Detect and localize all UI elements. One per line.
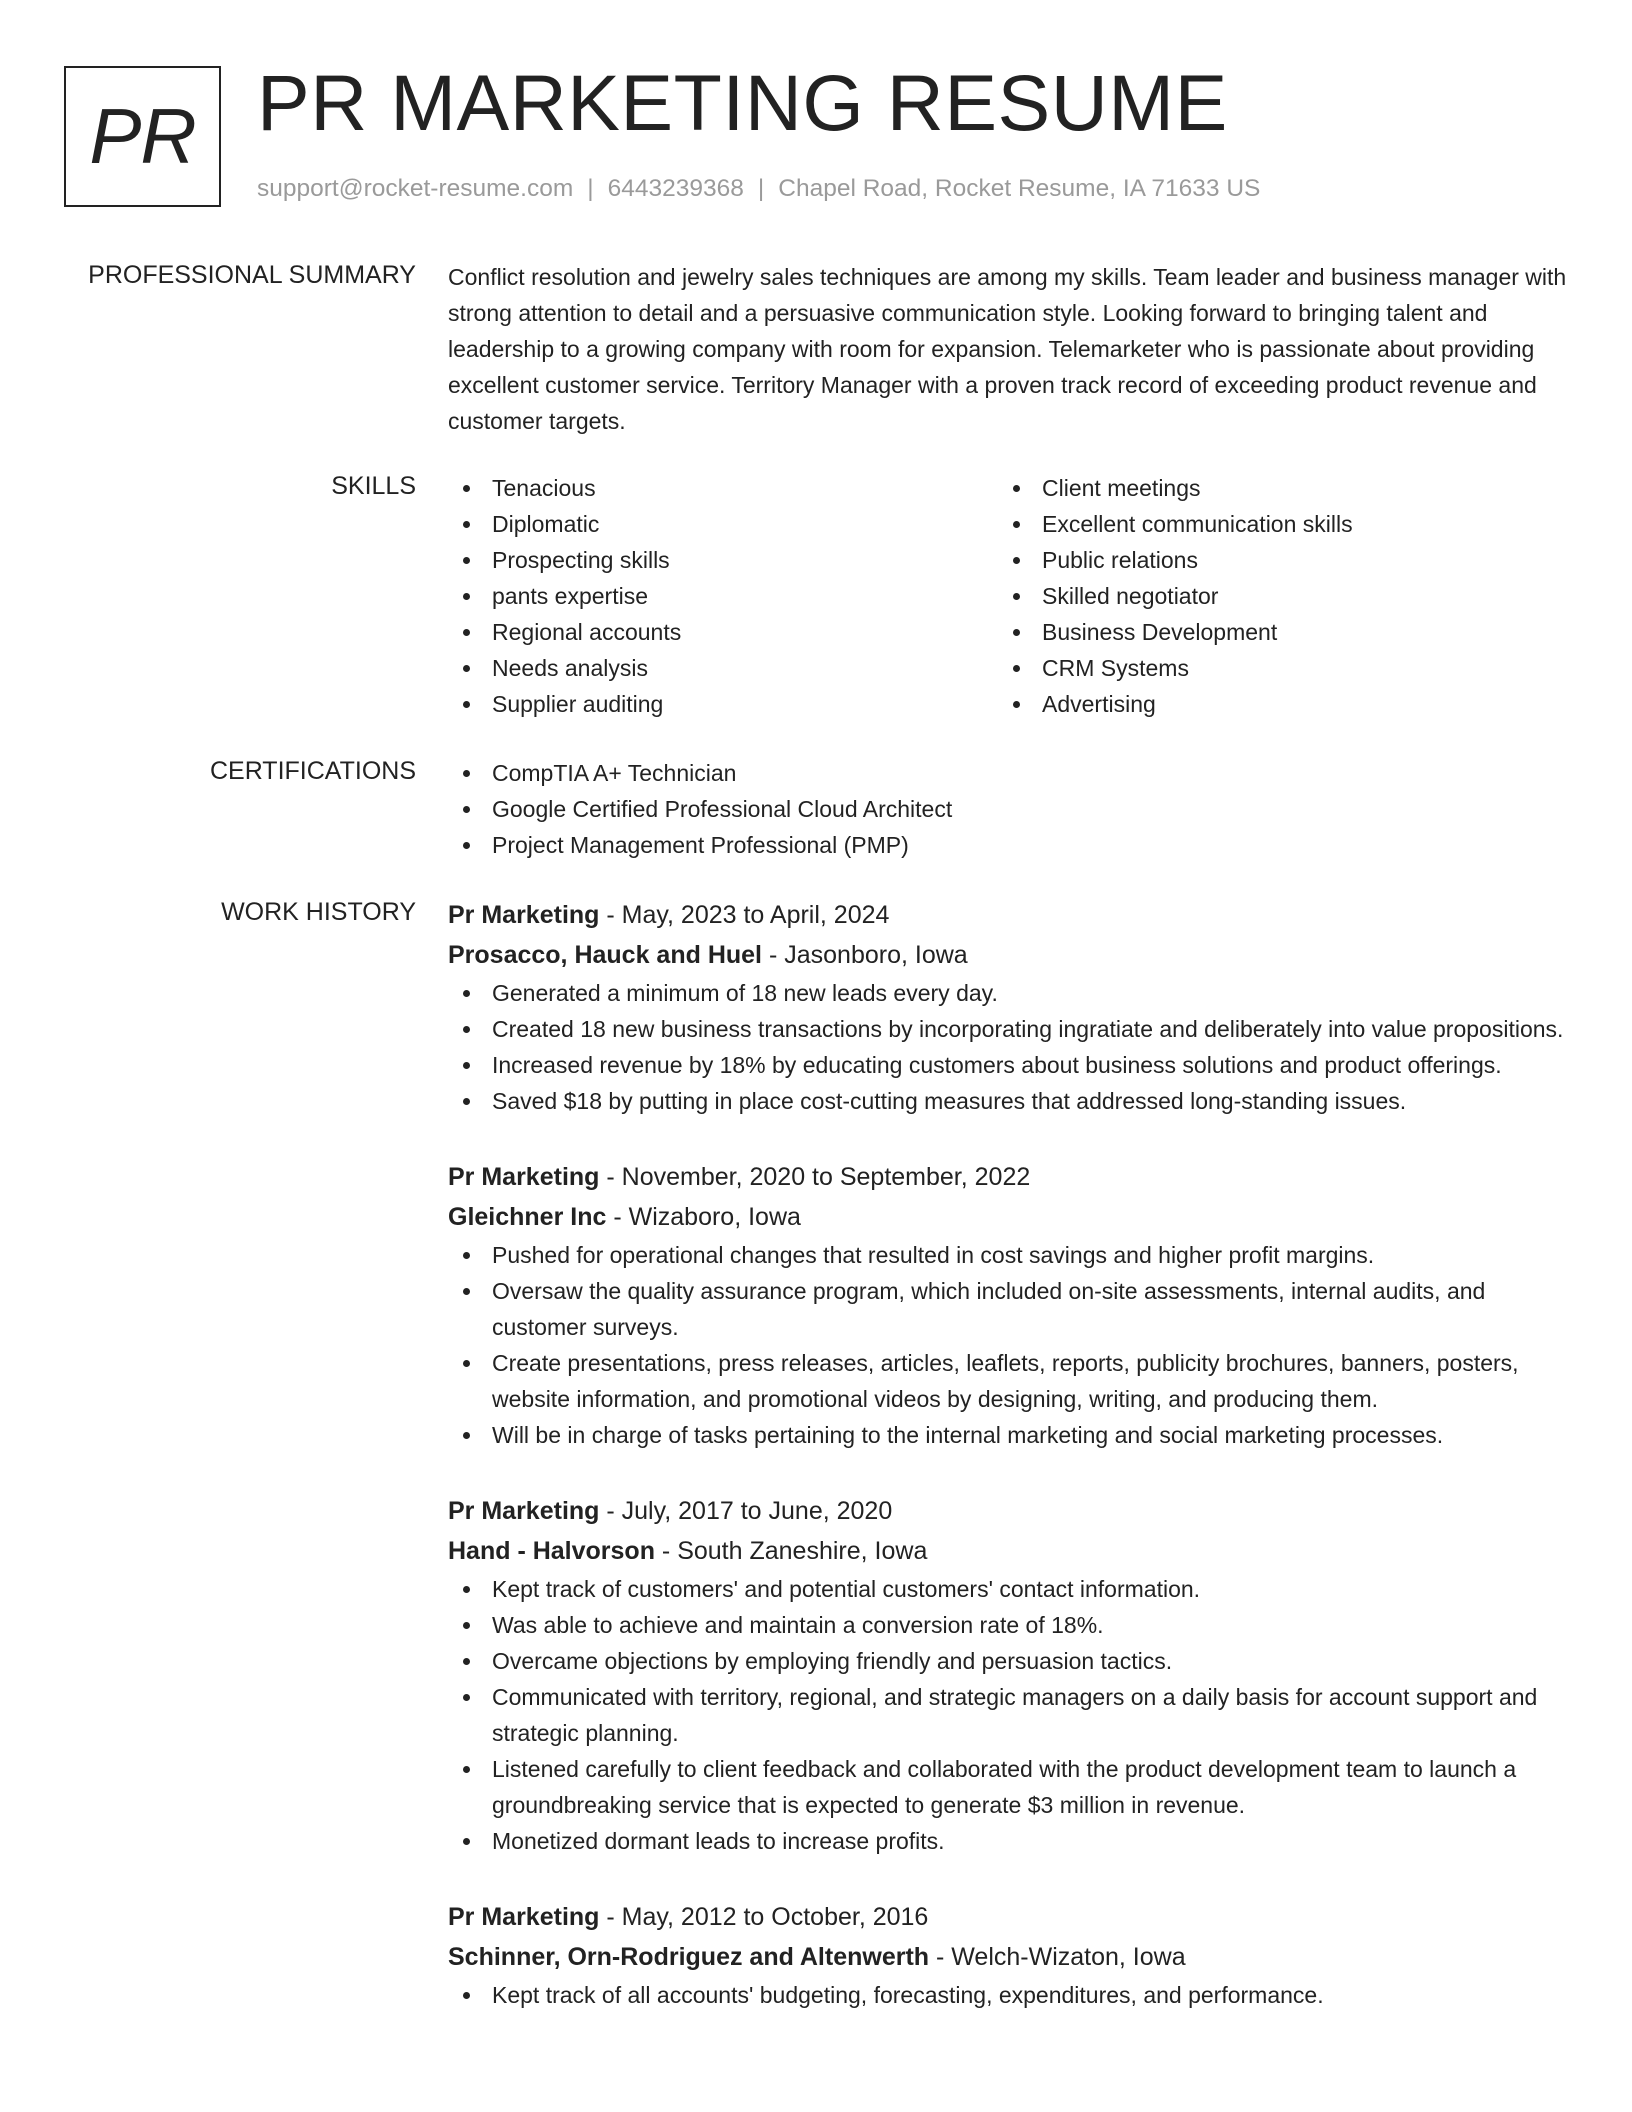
- section-label-certifications: CERTIFICATIONS: [209, 757, 416, 785]
- skill-item: Needs analysis: [448, 650, 998, 686]
- skill-item: Prospecting skills: [448, 542, 998, 578]
- job-company: Schinner, Orn-Rodriguez and Altenwerth: [448, 1943, 930, 1971]
- skill-item: CRM Systems: [998, 650, 1548, 686]
- skills-list-left: [448, 470, 998, 722]
- job-title: Pr Marketing: [448, 901, 600, 929]
- job-bullet: Created 18 new business transactions by incorporating ingratiate and deliberately into value propositions.: [448, 1011, 1568, 1047]
- job-title-line: [448, 1491, 1568, 1531]
- job-bullets: [448, 1571, 1568, 1859]
- contact-separator: |: [757, 175, 765, 202]
- job-dates: - July, 2017 to June, 2020: [599, 1497, 893, 1525]
- job-bullet: Communicated with territory, regional, and strategic managers on a daily basis for account support and strategic planning.: [448, 1679, 1568, 1751]
- skill-item: Regional accounts: [448, 614, 998, 650]
- job-bullet: Kept track of all accounts' budgeting, forecasting, expenditures, and performance.: [448, 1977, 1568, 2013]
- resume-title: PR MARKETING RESUME: [257, 58, 1228, 147]
- job-bullets: [448, 1237, 1568, 1453]
- job-bullet: Create presentations, press releases, articles, leaflets, reports, publicity brochures, banners, posters, website information, and promotional videos by designing, writing, and producing them.: [448, 1345, 1568, 1417]
- certification-item: Google Certified Professional Cloud Architect: [448, 791, 1568, 827]
- job-company-line: [448, 1197, 1568, 1237]
- job-dates: - November, 2020 to September, 2022: [599, 1163, 1031, 1191]
- job-company: Hand - Halvorson: [448, 1537, 655, 1565]
- skill-item: Tenacious: [448, 470, 998, 506]
- summary-text: Conflict resolution and jewelry sales techniques are among my skills. Team leader and business manager with strong attention to detail and a persuasive communication style. Looking forward to bringing talent and leadership to a growing company with room for expansion. Telemarketer who is passionate about providing excellent customer service. Territory Manager with a proven track record of exceeding product revenue and customer targets.: [448, 264, 1567, 434]
- job-entry: [448, 1157, 1568, 1453]
- skill-item: Public relations: [998, 542, 1548, 578]
- skills-section: [448, 470, 1568, 722]
- summary-section: [448, 259, 1568, 439]
- skill-item: Excellent communication skills: [998, 506, 1548, 542]
- job-title-line: [448, 1157, 1568, 1197]
- contact-line: [257, 175, 1260, 203]
- job-title-line: [448, 1897, 1568, 1937]
- section-label-skills: SKILLS: [331, 472, 416, 500]
- job-bullet: Saved $18 by putting in place cost-cutting measures that addressed long-standing issues.: [448, 1083, 1568, 1119]
- skill-item: Supplier auditing: [448, 686, 998, 722]
- job-bullet: Pushed for operational changes that resulted in cost savings and higher profit margins.: [448, 1237, 1568, 1273]
- job-bullets: [448, 1977, 1568, 2013]
- section-label-summary: PROFESSIONAL SUMMARY: [88, 261, 416, 289]
- job-title: Pr Marketing: [448, 1903, 600, 1931]
- job-entry: [448, 1491, 1568, 1859]
- contact-phone[interactable]: 6443239368: [607, 175, 744, 202]
- skill-item: Advertising: [998, 686, 1548, 722]
- job-bullet: Listened carefully to client feedback and collaborated with the product development team to launch a groundbreaking service that is expected to generate $3 million in revenue.: [448, 1751, 1568, 1823]
- job-title: Pr Marketing: [448, 1163, 600, 1191]
- section-label-work-history: WORK HISTORY: [221, 898, 416, 926]
- job-company: Gleichner Inc: [448, 1203, 607, 1231]
- job-bullet: Was able to achieve and maintain a conversion rate of 18%.: [448, 1607, 1568, 1643]
- job-bullet: Kept track of customers' and potential customers' contact information.: [448, 1571, 1568, 1607]
- contact-email[interactable]: support@rocket-resume.com: [257, 175, 574, 202]
- job-dates: - May, 2012 to October, 2016: [599, 1903, 929, 1931]
- job-dates: - May, 2023 to April, 2024: [599, 901, 890, 929]
- job-bullet: Overcame objections by employing friendly and persuasion tactics.: [448, 1643, 1568, 1679]
- certifications-list: [448, 755, 1568, 863]
- job-bullet: Generated a minimum of 18 new leads every day.: [448, 975, 1568, 1011]
- work-history-section: [448, 895, 1568, 2051]
- skill-item: Skilled negotiator: [998, 578, 1548, 614]
- certification-item: Project Management Professional (PMP): [448, 827, 1568, 863]
- job-company: Prosacco, Hauck and Huel: [448, 941, 763, 969]
- job-location: - South Zaneshire, Iowa: [654, 1537, 928, 1565]
- job-bullet: Oversaw the quality assurance program, which included on-site assessments, internal audits, and customer surveys.: [448, 1273, 1568, 1345]
- job-bullets: [448, 975, 1568, 1119]
- skill-item: Diplomatic: [448, 506, 998, 542]
- skill-item: Client meetings: [998, 470, 1548, 506]
- job-company-line: [448, 935, 1568, 975]
- contact-address: Chapel Road, Rocket Resume, IA 71633 US: [778, 175, 1261, 202]
- certifications-section: [448, 755, 1568, 863]
- monogram-logo: PR: [64, 66, 221, 207]
- job-location: - Wizaboro, Iowa: [606, 1203, 801, 1231]
- job-company-line: [448, 1937, 1568, 1977]
- skill-item: Business Development: [998, 614, 1548, 650]
- job-bullet: Increased revenue by 18% by educating customers about business solutions and product offerings.: [448, 1047, 1568, 1083]
- job-entry: [448, 895, 1568, 1119]
- certification-item: CompTIA A+ Technician: [448, 755, 1568, 791]
- skill-item: pants expertise: [448, 578, 998, 614]
- job-title-line: [448, 895, 1568, 935]
- job-company-line: [448, 1531, 1568, 1571]
- job-location: - Jasonboro, Iowa: [762, 941, 968, 969]
- job-bullet: Monetized dormant leads to increase profits.: [448, 1823, 1568, 1859]
- job-title: Pr Marketing: [448, 1497, 600, 1525]
- job-location: - Welch-Wizaton, Iowa: [929, 1943, 1186, 1971]
- skills-list-right: [998, 470, 1548, 722]
- job-bullet: Will be in charge of tasks pertaining to the internal marketing and social marketing processes.: [448, 1417, 1568, 1453]
- job-entry: [448, 1897, 1568, 2013]
- contact-separator: |: [587, 175, 594, 202]
